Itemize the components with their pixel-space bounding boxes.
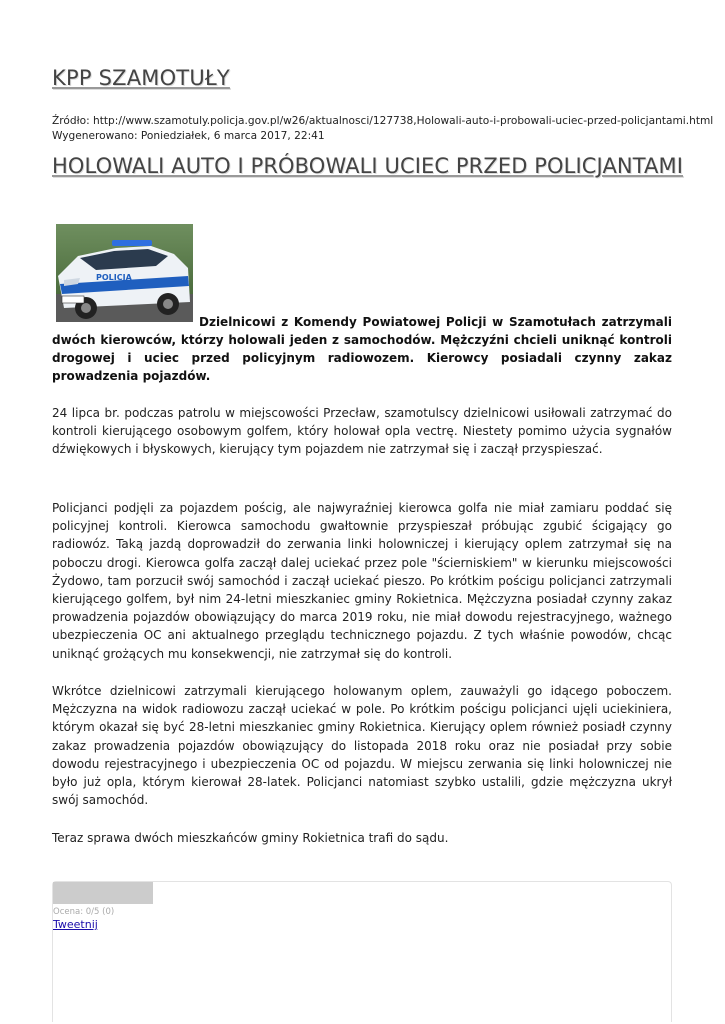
article-paragraph: Teraz sprawa dwóch mieszkańców gminy Rokietnica trafi do sądu. (52, 831, 449, 845)
police-label: POLICJA (96, 273, 132, 282)
police-car-image (56, 224, 193, 322)
source-meta (52, 114, 713, 144)
site-title: KPP SZAMOTUŁY (52, 66, 230, 90)
article-title: HOLOWALI AUTO I PRÓBOWALI UCIEC PRZED POLICJANTAMI (52, 154, 684, 178)
article-paragraph: 24 lipca br. podczas patrolu w miejscowości Przecław, szamotulscy dzielnicowi usiłowali zatrzymać do kontroli kierującego osobowym golfem, który holował opla vectrę. Niestety pomimo użycia sygnałów dźwiękowych i błyskowych, kierujący tym pojazdem nie zatrzymał się i zaczął przyspieszać. (52, 406, 672, 457)
rating-panel (52, 881, 672, 1022)
rating-bar[interactable] (53, 882, 153, 904)
source-url-line: Źródło: http://www.szamotuly.policja.gov.pl/w26/aktualnosci/127738,Holowali-auto-i-probowali-uciec-przed-policjantami.html (52, 115, 714, 127)
rating-text: Ocena: 0/5 (0) (53, 907, 115, 917)
tweet-link[interactable]: Tweetnij (53, 918, 98, 931)
article-paragraph: Policjanci podjęli za pojazdem pościg, ale najwyraźniej kierowca golfa nie miał zamiaru poddać się policyjnej kontroli. Kierowca samochodu gwałtownie przyspieszał próbując zgubić ścigający go radiowóz. Taką jazdą doprowadził do zerwania linki holowniczej i kierujący oplem zatrzymał się na poboczu drogi. Kierowca golfa zaczął dalej uciekać przez pole "ścierniskiem" w kierunku miejscowości Żydowo, tam porzucił swój samochód i zaczął uciekać pieszo. Po krótkim pościgu policjanci zatrzymali kierującego golfem, był nim 24-letni mieszkaniec gminy Rokietnica. Mężczyzna posiadał czynny zakaz prowadzenia pojazdów obowiązujący do marca 2019 roku, nie miał dowodu rejestracyjnego, ważnego ubezpieczenia OC ani aktualnego przeglądu technicznego pojazdu. Z tych właśnie powodów, chcąc uniknąć grożących mu konsekwencji, nie zatrzymał się do kontroli. (52, 501, 672, 661)
generated-date-line: Wygenerowano: Poniedziałek, 6 marca 2017, 22:41 (52, 130, 325, 142)
article-lead (52, 313, 672, 385)
lead-text: Dzielnicowi z Komendy Powiatowej Policji w Szamotułach zatrzymali dwóch kierowców, którzy holowali jeden z samochodów. Mężczyźni chcieli uniknąć kontroli drogowej i uciec przed policyjnym radiowozem. Kierowcy posiadali czynny zakaz prowadzenia pojazdów. (52, 315, 672, 383)
article-photo (56, 224, 193, 322)
article-paragraph: Wkrótce dzielnicowi zatrzymali kierującego holowanym oplem, zauważyli go idącego poboczem. Mężczyzna na widok radiowozu zaczął uciekać w pole. Po krótkim pościgu policjanci ujęli uciekiniera, którym okazał się być 28-letni mieszkaniec gminy Rokietnica. Kierujący oplem również posiadł czynny zakaz prowadzenia pojazdów obowiązujący do listopada 2018 roku oraz nie posiadał przy sobie dowodu rejestracyjnego i ubezpieczenia OC od pojazdu. W miejscu zerwania się linki holowniczej nie było już opla, którym kierował 28-latek. Policjanci natomiast szybko ustalili, gdzie mężczyzna ukrył swój samochód. (52, 684, 672, 808)
